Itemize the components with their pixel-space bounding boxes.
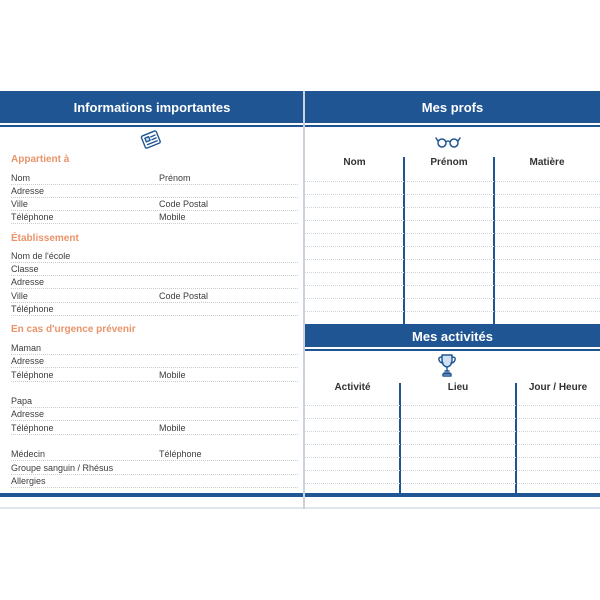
field-label: Médecin (11, 449, 46, 459)
grid-line (305, 298, 600, 299)
glasses-icon (435, 135, 461, 149)
column-divider (403, 157, 405, 325)
grid-line (305, 444, 600, 445)
section-title-school: Établissement (11, 233, 79, 244)
grid-line (305, 259, 600, 260)
field-label: Mobile (159, 423, 186, 433)
grid-line (305, 457, 600, 458)
banner-rule (305, 125, 600, 127)
field-row[interactable] (11, 448, 298, 461)
section-title-owner: Appartient à (11, 154, 70, 165)
field-label: Téléphone (11, 423, 54, 433)
field-label: Code Postal (159, 291, 209, 301)
field-row[interactable] (11, 475, 298, 488)
field-label: Code Postal (159, 199, 209, 209)
field-label: Papa (11, 396, 33, 406)
field-label: Téléphone (11, 304, 54, 314)
field-label: Ville (11, 199, 28, 209)
field-row[interactable] (11, 185, 298, 198)
grid-line (305, 483, 600, 484)
field-label: Téléphone (11, 212, 54, 222)
column-divider (399, 383, 401, 493)
field-row[interactable] (11, 342, 298, 355)
grid-line (305, 470, 600, 471)
field-row[interactable] (11, 303, 298, 316)
field-label: Prénom (159, 173, 191, 183)
informations-banner (0, 91, 304, 123)
activites-banner (305, 326, 600, 347)
field-label: Mobile (159, 370, 186, 380)
profs-banner (305, 91, 600, 123)
field-label: Téléphone (11, 370, 54, 380)
field-label: Allergies (11, 476, 46, 486)
trophy-icon (437, 352, 457, 378)
column-divider (515, 383, 517, 493)
field-row[interactable] (11, 211, 298, 224)
field-label: Nom (11, 173, 31, 183)
field-label: Groupe sanguin / Rhésus (11, 463, 114, 473)
field-label: Adresse (11, 186, 45, 196)
profs-col-prenom: Prénom (430, 157, 468, 168)
profs-col-nom: Nom (343, 157, 366, 168)
grid-line (305, 207, 600, 208)
field-row[interactable] (11, 462, 298, 475)
field-label: Maman (11, 343, 42, 353)
banner-rule (0, 125, 304, 127)
field-label: Nom de l'école (11, 251, 71, 261)
agenda-spread (0, 91, 600, 509)
grid-line (305, 220, 600, 221)
column-divider (493, 157, 495, 325)
field-label: Adresse (11, 277, 45, 287)
grid-line (305, 233, 600, 234)
left-page (0, 91, 304, 497)
field-label: Mobile (159, 212, 186, 222)
banner-rule (305, 349, 600, 351)
field-row[interactable] (11, 276, 298, 289)
activites-title: Mes activités (412, 329, 493, 344)
field-row[interactable] (11, 250, 298, 263)
field-label: Classe (11, 264, 39, 274)
right-page (305, 91, 600, 497)
grid-line (305, 418, 600, 419)
grid-line (305, 181, 600, 182)
grid-line (305, 405, 600, 406)
field-row[interactable] (11, 355, 298, 368)
grid-line (305, 311, 600, 312)
field-label: Adresse (11, 356, 45, 366)
field-row[interactable] (11, 290, 298, 303)
bottom-rule (0, 493, 304, 497)
field-label: Adresse (11, 409, 45, 419)
informations-title: Informations importantes (73, 99, 231, 115)
field-row[interactable] (11, 369, 298, 382)
bottom-rule (305, 493, 600, 497)
activites-col-jour-heure: Jour / Heure (528, 382, 588, 393)
section-title-emergency: En cas d'urgence prévenir (11, 324, 136, 335)
field-label: Ville (11, 291, 28, 301)
profs-title: Mes profs (421, 99, 484, 115)
grid-line (305, 246, 600, 247)
field-row[interactable] (11, 395, 298, 408)
field-row[interactable] (11, 408, 298, 421)
grid-line (305, 272, 600, 273)
id-card-icon (139, 128, 163, 152)
field-row[interactable] (11, 198, 298, 211)
field-row[interactable] (11, 422, 298, 435)
grid-line (305, 285, 600, 286)
profs-col-matiere: Matière (529, 157, 565, 168)
field-label: Téléphone (159, 449, 202, 459)
grid-line (305, 431, 600, 432)
field-row[interactable] (11, 263, 298, 276)
grid-line (305, 194, 600, 195)
activites-col-activite: Activité (334, 382, 371, 393)
activites-col-lieu: Lieu (447, 382, 469, 393)
field-row[interactable] (11, 172, 298, 185)
